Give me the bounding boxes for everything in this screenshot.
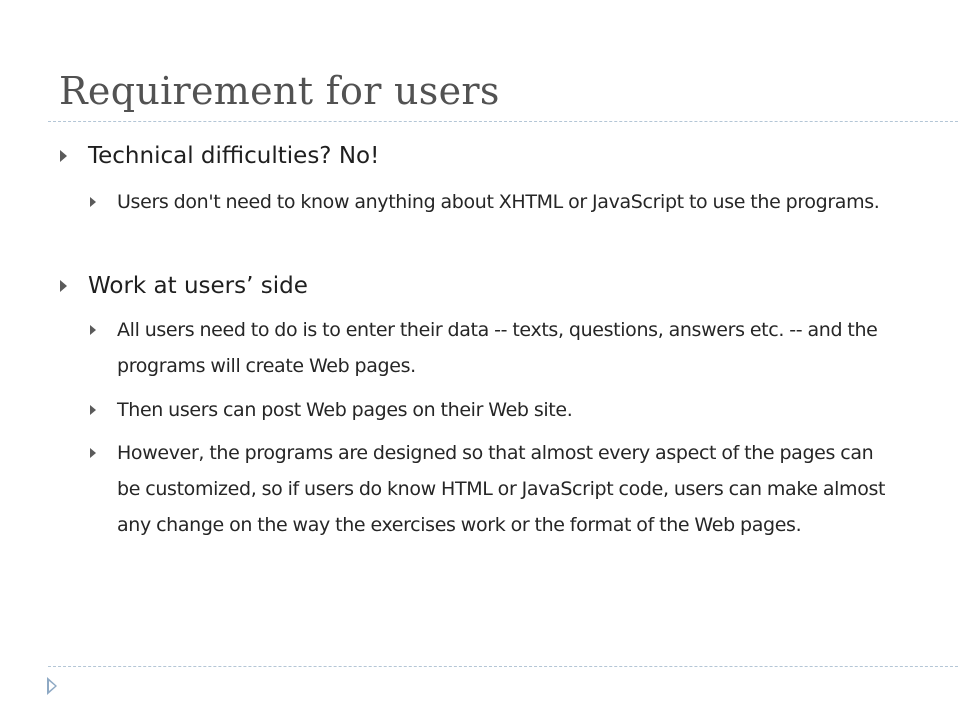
bullet-level2: However, the programs are designed so that almost every aspect of the pages can be customized, so if users do know HTML or JavaScript code, users can make almost any change on the way the exercises work or the format of the Web pages.	[117, 442, 886, 536]
sub-bullet-triangle-icon	[90, 197, 96, 207]
bullet-level1: Technical difficulties? No!	[88, 143, 380, 169]
footer-divider	[48, 666, 960, 667]
slide-title: Requirement for users	[59, 69, 500, 113]
bullet-triangle-icon	[60, 280, 67, 292]
bullet-level2: Users don't need to know anything about XHTML or JavaScript to use the programs.	[117, 191, 880, 213]
nav-arrow-inner-icon	[49, 681, 55, 691]
bullet-triangle-icon	[60, 150, 67, 162]
bullet-level1: Work at users’ side	[88, 273, 308, 299]
bullet-level2: All users need to do is to enter their data -- texts, questions, answers etc. -- and the programs will create Web pages.	[117, 319, 878, 377]
sub-bullet-triangle-icon	[90, 405, 96, 415]
title-divider	[48, 121, 960, 122]
bullet-level2: Then users can post Web pages on their Web site.	[117, 399, 573, 421]
sub-bullet-triangle-icon	[90, 448, 96, 458]
sub-bullet-triangle-icon	[90, 325, 96, 335]
